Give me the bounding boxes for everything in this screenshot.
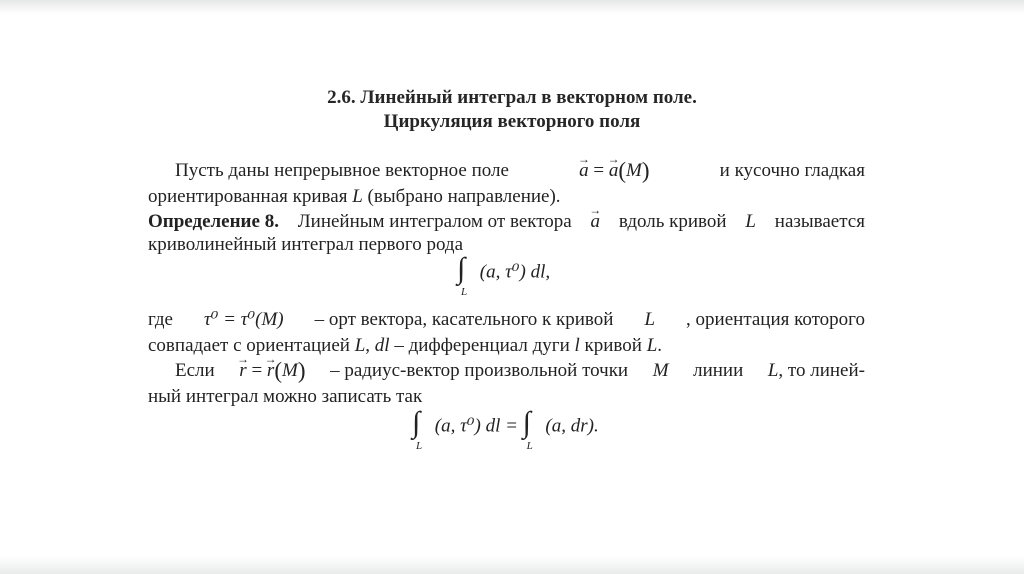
p3-text-c: линии	[693, 360, 744, 381]
p3-radius-formula: → r = → r(M)	[239, 360, 305, 382]
formula1-body: (a, τ⁰) dl,	[479, 261, 551, 283]
p1-curve-symbol: L	[352, 186, 363, 207]
definition-line-2	[148, 234, 463, 256]
section-title: 2.6. Линейный интеграл в векторном поле.	[327, 87, 697, 108]
p2-curve-symbol-2: L	[354, 335, 366, 356]
paragraph-2-line-1	[148, 309, 865, 331]
p1-text-a: Пусть даны непрерывное векторное поле	[175, 160, 509, 181]
p2-text-a: где	[148, 309, 173, 330]
paragraph-2-line-2	[148, 335, 662, 357]
def-curve-symbol: L	[745, 211, 756, 232]
def-text-c: называется	[774, 211, 865, 232]
integral-sign-2: ∫ L	[522, 406, 533, 452]
p3-curve-group: L, то линей-	[767, 360, 865, 381]
definition-line-1	[148, 211, 865, 233]
p1-text-c: ориентированная кривая	[148, 186, 348, 207]
formula2-body-2: (a, dr).	[545, 415, 599, 437]
formula-vector-form	[412, 406, 599, 452]
p2-curve-symbol: L	[644, 309, 656, 330]
p2-text-d: совпадает с ориентацией	[148, 335, 350, 356]
p2-curve-symbol-3: L	[646, 335, 658, 356]
formula2-body-1: (a, τ⁰) dl =	[434, 415, 518, 437]
section-subtitle: Циркуляция векторного поля	[383, 111, 641, 132]
paragraph-3-line-1	[175, 360, 865, 382]
p3-point-symbol: M	[652, 360, 669, 381]
integral-sign-1: ∫ L	[412, 406, 423, 452]
p3-text-a: Если	[175, 360, 215, 381]
def-text-a: Линейным интегралом от вектора	[297, 211, 572, 232]
p1-text-d: (выбрано направление).	[367, 186, 561, 207]
p1-text-b: и кусочно гладкая	[719, 160, 865, 181]
p2-comma: ,	[365, 335, 371, 356]
definition-label: Определение 8.	[148, 211, 279, 232]
p2-text-c: , ориентация которого	[686, 309, 865, 330]
p2-text-b: – орт вектора, касательного к кривой	[314, 309, 614, 330]
paragraph-3-line-2	[148, 386, 422, 408]
p2-arc-symbol: l	[574, 335, 580, 356]
p2-text-g: кривой	[584, 335, 642, 356]
def-vector-a: → a	[591, 211, 601, 233]
def-text-d: криволинейный интеграл первого рода	[148, 234, 464, 255]
paragraph-1-line-2	[148, 186, 561, 208]
p1-field-formula: → a = → a(M)	[579, 160, 649, 182]
p3-text-e: ный интеграл можно записать так	[148, 386, 423, 407]
p2-period: .	[657, 335, 663, 356]
paragraph-1-line-1	[175, 160, 865, 182]
p3-text-b: – радиус-вектор произвольной точки	[330, 360, 629, 381]
p2-dl-symbol: dl	[374, 335, 390, 356]
integral-sign: ∫ L	[457, 252, 468, 298]
def-text-b: вдоль кривой	[618, 211, 727, 232]
p2-text-f: – дифференциал дуги	[394, 335, 570, 356]
p2-tau-formula: τ⁰ = τ⁰(M)	[203, 309, 284, 330]
formula-line-integral	[457, 252, 551, 298]
